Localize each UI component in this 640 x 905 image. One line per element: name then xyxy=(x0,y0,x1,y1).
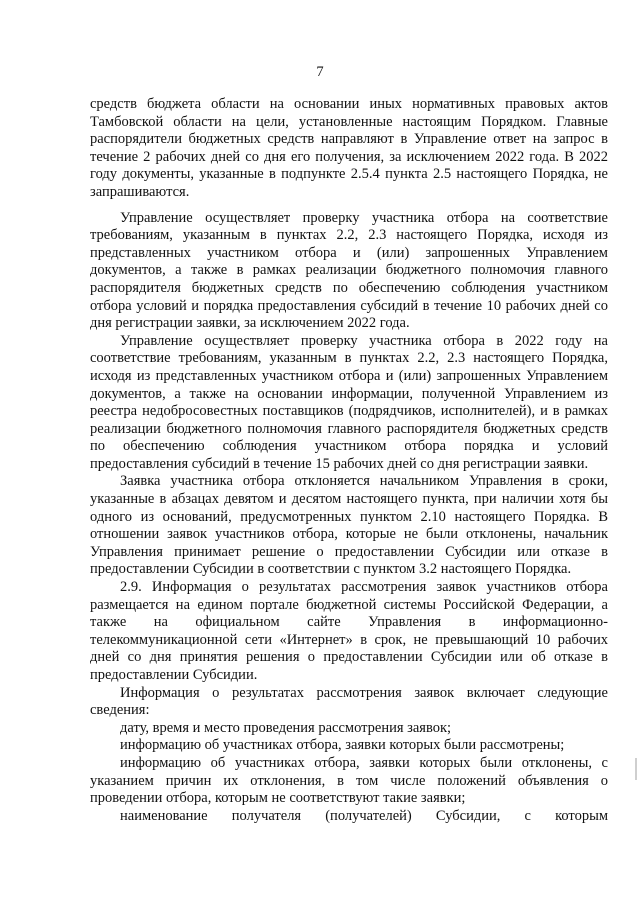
paragraph-2-9-results-publication: 2.9. Информация о результатах рассмотрения заявок участников отбора размещается на едином портале бюджетной системы Российской Федерации, а также на официальном сайте Управления в информационно-телекоммуникационной сети «Интернет» в срок, не превышающий 10 рабочих дней со дня принятия решения о предоставлении Субсидии или об отказе в предоставлении Субсидии. xyxy=(90,579,608,683)
paragraph-results-contents: Информация о результатах рассмотрения заявок включает следующие сведения: xyxy=(90,684,608,719)
list-item-recipients: наименование получателя (получателей) Субсидии, с которым xyxy=(120,807,608,824)
paragraph-verification-2022: Управление осуществляет проверку участника отбора в 2022 году на соответствие требованиям, указанным в пунктах 2.2, 2.3 настоящего Порядка, исходя из представленных участником отбора и (или) запрошенных Управлением документов, а также на основании информации, полученной Управлением из реестра недобросовестных поставщиков (подрядчиков, исполнителей), и в рамках реализации бюджетного полномочия главного распорядителя бюджетных средств по обеспечению соблюдения участником отбора порядка и условий предоставления субсидий в течение 15 рабочих дней со дня регистрации заявки. xyxy=(90,332,608,472)
list-item-date-time-place: дату, время и место проведения рассмотрения заявок; xyxy=(120,719,452,736)
paragraph-application-rejection: Заявка участника отбора отклоняется начальником Управления в сроки, указанные в абзацах девятом и десятом настоящего пункта, при наличии хотя бы одного из оснований, предусмотренных пунктом 2.10 настоящего Порядка. В отношении заявок участников отбора, которые не были отклонены, начальник Управления принимает решение о предоставлении Субсидии или отказе в предоставлении Субсидии в соответствии с пунктом 3.2 настоящего Порядка. xyxy=(90,473,608,578)
page-number: 7 xyxy=(316,64,324,80)
list-item-reviewed-participants: информацию об участниках отбора, заявки которых были рассмотрены; xyxy=(120,737,565,754)
list-item-rejected-participants: информацию об участниках отбора, заявки которых были отклонены, с указанием причин их отклонения, в том числе положений объявления о проведении отбора, которым не соответствуют такие заявки; xyxy=(90,754,608,807)
paragraph-continuation: средств бюджета области на основании иных нормативных правовых актов Тамбовской области на цели, установленные настоящим Порядком. Главные распорядители бюджетных средств направляют в Управление ответ на запрос в течение 2 рабочих дней со дня его получения, за исключением 2022 года. В 2022 году документы, указанные в подпункте 2.5.4 пункта 2.5 настоящего Порядка, не запрашиваются. xyxy=(90,96,608,200)
paragraph-verification-general: Управление осуществляет проверку участника отбора на соответствие требованиям, указанным в пунктах 2.2, 2.3 настоящего Порядка, исходя из представленных участником отбора и (или) запрошенных Управлением документов, а также в рамках реализации бюджетного полномочия главного распорядителя бюджетных средств по обеспечению соблюдения участником отбора условий и порядка предоставления субсидий в течение 10 рабочих дней со дня регистрации заявки, за исключением 2022 года. xyxy=(90,209,608,332)
scan-edge-mark xyxy=(635,758,637,780)
document-body xyxy=(90,96,608,825)
